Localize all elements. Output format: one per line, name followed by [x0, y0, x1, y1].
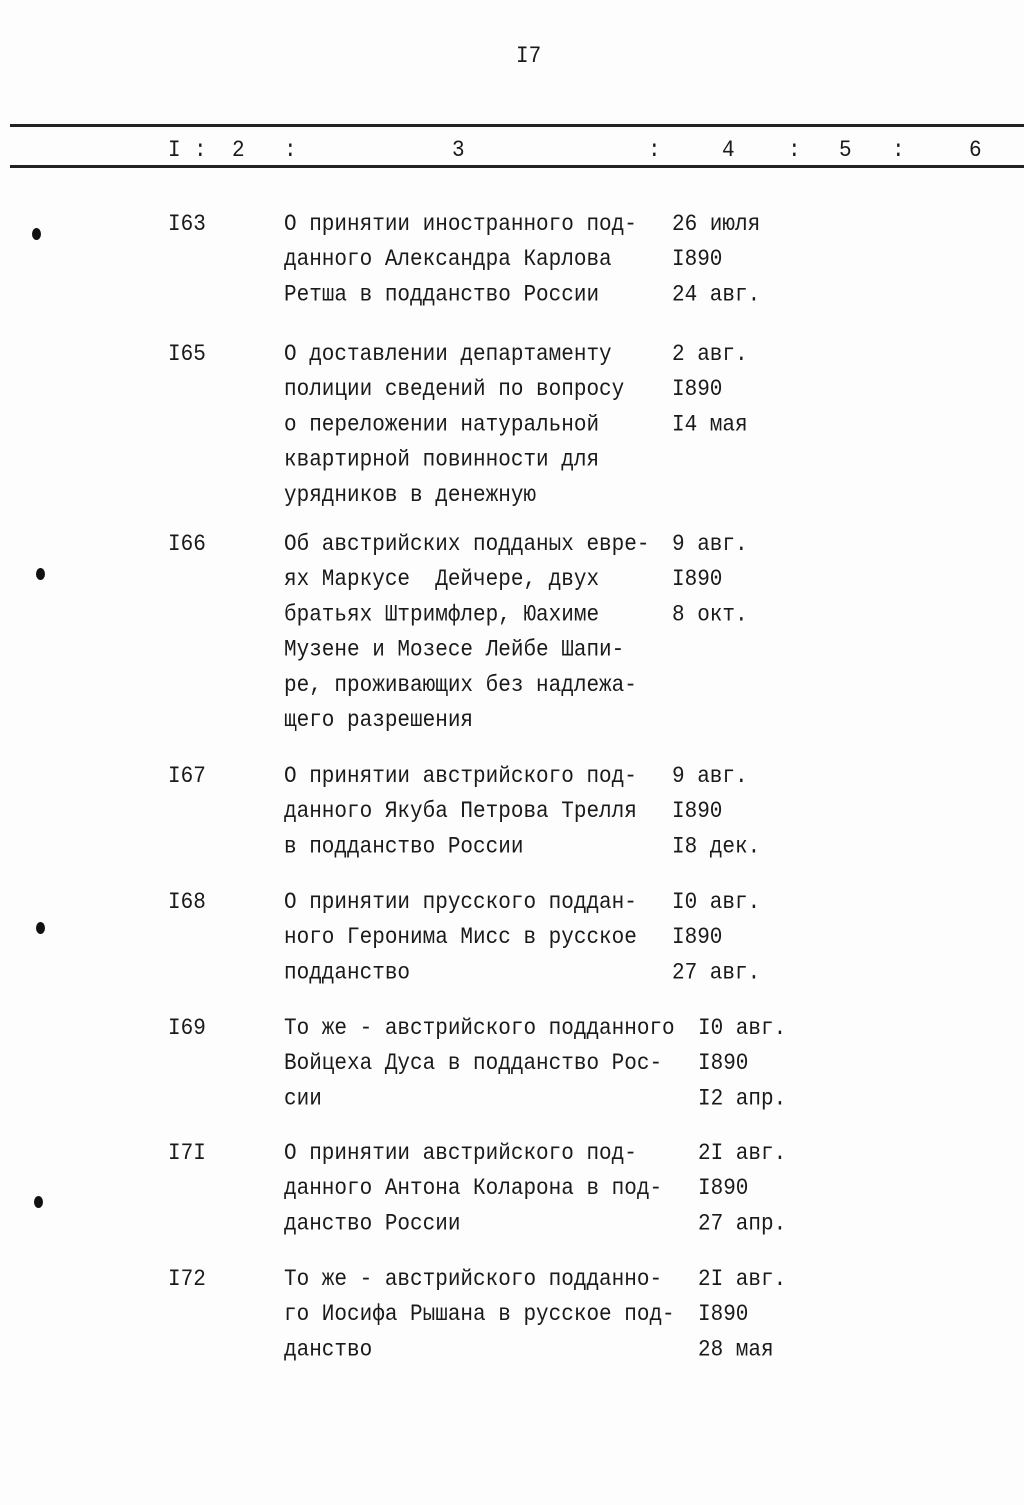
description-line: О принятии прусского поддан-: [284, 890, 637, 916]
entry-number: I67: [168, 764, 206, 790]
binding-hole-mark: [36, 922, 45, 934]
description-line: О принятии австрийского под-: [284, 1141, 637, 1167]
date-line: I4 мая: [672, 412, 748, 439]
col-3: 3: [452, 138, 465, 164]
entry-description: [284, 760, 637, 866]
description-line: данство России: [284, 1211, 461, 1238]
description-line: данство: [284, 1337, 373, 1364]
description-line: То же - австрийского подданно-: [284, 1267, 663, 1293]
entry-dates: [672, 208, 760, 314]
col-1: I: [168, 138, 181, 164]
description-line: О принятии иностранного под-: [284, 212, 637, 238]
date-line: I890: [672, 925, 723, 951]
description-line: о переложении натуральной: [284, 412, 600, 439]
entry-dates: [672, 886, 760, 992]
col-sep: :: [788, 138, 801, 164]
entry-number: I72: [168, 1267, 206, 1293]
description-line: сии: [284, 1086, 322, 1113]
description-line: О принятии австрийского под-: [284, 764, 637, 790]
description-line: в подданство России: [284, 834, 524, 861]
col-5: 5: [839, 138, 852, 164]
date-line: 2I авг.: [698, 1267, 787, 1293]
date-line: I890: [698, 1176, 749, 1202]
date-line: I8 дек.: [672, 834, 761, 861]
entry-description: [284, 528, 649, 739]
col-4: 4: [722, 138, 735, 164]
entry-number: I65: [168, 342, 206, 368]
col-sep: :: [194, 138, 207, 164]
date-line: I890: [672, 247, 723, 273]
page-number: I7: [516, 44, 542, 70]
date-line: I0 авг.: [672, 890, 761, 916]
description-line: То же - австрийского подданного: [284, 1016, 675, 1042]
description-line: ях Маркусе Дейчере, двух: [284, 567, 600, 593]
date-line: 9 авг.: [672, 764, 748, 790]
entry-number: I7I: [168, 1141, 206, 1167]
description-line: полиции сведений по вопросу: [284, 377, 625, 403]
date-line: I890: [672, 799, 723, 825]
description-line: щего разрешения: [284, 708, 474, 734]
description-line: данного Антона Коларона в под-: [284, 1176, 663, 1202]
date-line: I890: [672, 377, 723, 403]
entry-description: [284, 338, 624, 514]
header-bottom-rule: [10, 165, 1024, 168]
description-line: данного Якуба Петрова Трелля: [284, 799, 637, 825]
date-line: 2 авг.: [672, 342, 748, 368]
col-sep: :: [284, 138, 297, 164]
entry-description: [284, 886, 637, 992]
description-line: квартирной повинности для: [284, 448, 600, 474]
date-line: 9 авг.: [672, 532, 748, 558]
date-line: I890: [698, 1302, 749, 1328]
entry-dates: [672, 760, 760, 866]
date-line: 24 авг.: [672, 282, 761, 309]
entry-dates: [698, 1263, 786, 1369]
description-line: подданство: [284, 960, 411, 987]
date-line: 8 окт.: [672, 602, 748, 629]
col-6: 6: [969, 138, 982, 164]
date-line: 2I авг.: [698, 1141, 787, 1167]
binding-hole-mark: [36, 568, 45, 580]
entry-number: I63: [168, 212, 206, 238]
entry-number: I66: [168, 532, 206, 558]
header-top-rule: [10, 124, 1024, 127]
entry-dates: [672, 338, 748, 444]
date-line: I0 авг.: [698, 1016, 787, 1042]
description-line: Об австрийских подданых евре-: [284, 532, 650, 558]
col-2: 2: [232, 138, 245, 164]
entry-description: [284, 1263, 675, 1369]
entry-dates: [698, 1137, 786, 1243]
date-line: 26 июля: [672, 212, 761, 238]
col-sep: :: [648, 138, 661, 164]
description-line: Музене и Мозесе Лейбе Шапи-: [284, 638, 625, 664]
date-line: I890: [698, 1051, 749, 1077]
date-line: 27 апр.: [698, 1211, 787, 1238]
date-line: 28 мая: [698, 1337, 774, 1364]
description-line: го Иосифа Рышана в русское под-: [284, 1302, 675, 1328]
description-line: данного Александра Карлова: [284, 247, 612, 273]
entry-dates: [672, 528, 748, 634]
date-line: I890: [672, 567, 723, 593]
description-line: ре, проживающих без надлежа-: [284, 673, 637, 699]
date-line: I2 апр.: [698, 1086, 787, 1113]
entry-description: [284, 1012, 675, 1118]
entry-description: [284, 1137, 662, 1243]
description-line: урядников в денежную: [284, 483, 537, 509]
entry-number: I68: [168, 890, 206, 916]
description-line: Войцеха Дуса в подданство Рос-: [284, 1051, 663, 1077]
description-line: ного Геронима Мисс в русское: [284, 925, 637, 951]
entry-description: [284, 208, 637, 314]
description-line: братьях Штримфлер, Юахиме: [284, 602, 600, 629]
col-sep: :: [892, 138, 905, 164]
entry-number: I69: [168, 1016, 206, 1042]
date-line: 27 авг.: [672, 960, 761, 987]
description-line: Ретша в подданство России: [284, 282, 600, 309]
binding-hole-mark: [32, 228, 41, 240]
entry-dates: [698, 1012, 786, 1118]
description-line: О доставлении департаменту: [284, 342, 612, 368]
binding-hole-mark: [34, 1196, 43, 1208]
